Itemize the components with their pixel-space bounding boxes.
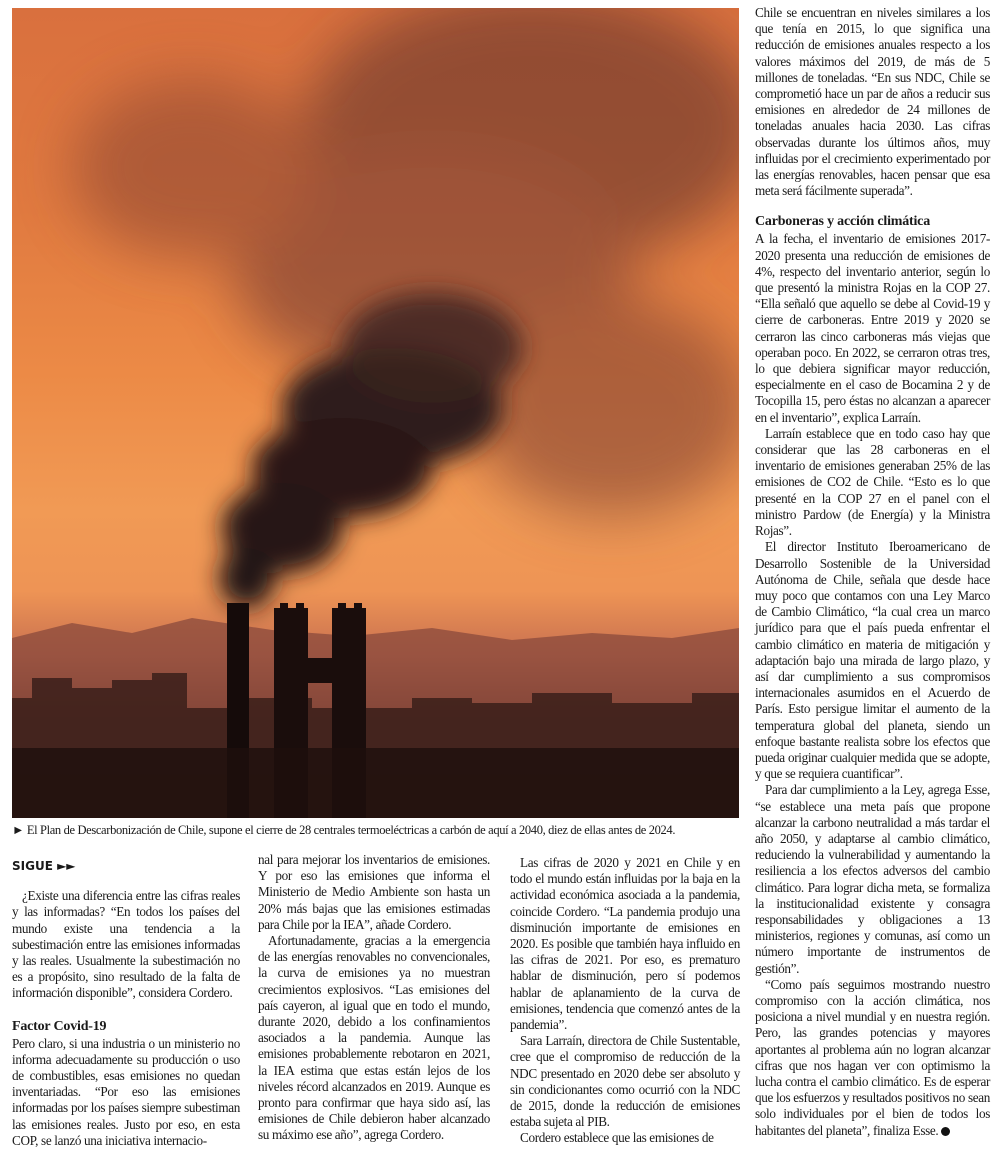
paragraph: Afortunadamente, gracias a la emergencia de las energías renovables no convencionales, la curva de emisiones ya no muestran crecimientos explosivos. “Las emisiones del país cayeron, al igual que en todo el mundo, durante 2020, debido a los confinamientos asociados a la pandemia. Aunque las emisiones probablemente rebotaron en 2021, la IEA estima que estas están lejos de los niveles récord alcanzados en 2019. Aunque es pronto para confirmar que haya sido así, las emisiones de Chile debieron haber alcanzado su máximo ese año”, agrega Cordero. [258, 933, 490, 1143]
paragraph: Chile se encuentran en niveles similares a los que tenía en 2015, lo que significa una reducción de emisiones anuales respecto a los valores máximos del 2019, de más de 5 millones de toneladas. “En sus NDC, Chile se comprometió hace un par de años a reducir sus emisiones en alrededor de 24 millones de toneladas anuales hacia 2030. Las cifras observadas durante los últimos años, muy influidas por el crecimiento experimentado por las energías renovables, hacen pensar que esa meta será fácilmente superada”. [755, 5, 990, 199]
smokestack-illustration [12, 8, 739, 818]
article-column-1 [12, 858, 240, 1149]
paragraph: El director Instituto Iberoamericano de Desarrollo Sostenible de la Universidad Autónoma de Chile, señala que desde hace muy poco que contamos con una Ley Marco de Cambio Climático, “la cual crea un marco jurídico para que el país pueda enfrentar el cambio climático en materia de mitigación y adaptación bajo una mirada de largo plazo, y así dar cumplimiento a sus compromisos internacionales asumidos en el Acuerdo de París. Esto persigue limitar el aumento de la temperatura global del planeta, siendo un enfoque bastante realista sobre los efectos que pueda originar cualquier medida que se adopte, y que se requiera cuantificar”. [755, 539, 990, 782]
end-of-article-bullet-icon [941, 1127, 950, 1136]
paragraph: Para dar cumplimiento a la Ley, agrega Esse, “se establece una meta país que propone alcanzar la carbono neutralidad a más tardar el año 2050, y adaptarse al cambio climático, reduciendo la vulnerabilidad y aumentando la resiliencia a los efectos adversos del cambio climático. Para lograr dicha meta, se formaliza la institucionalidad existente y consagra responsabilidades y obligaciones a 13 ministerios, regiones y comunas, así como un número importante de instrumentos de gestión”. [755, 782, 990, 976]
paragraph: Cordero establece que las emisiones de [520, 1130, 714, 1146]
continue-label: SIGUE ►► [12, 859, 76, 873]
article-photo [12, 8, 739, 818]
paragraph: Las cifras de 2020 y 2021 en Chile y en todo el mundo están influidas por la baja en la actividad económica asociada a la pandemia, coincide Cordero. “La pandemia produjo una disminución importante de emisiones en 2020. Es posible que también haya influido en las cifras de 2021. Por eso, es prematuro hablar de disminución, pero sí podemos hablar de aplanamiento de la curva de emisiones, tendencia que comenzó antes de la pandemia”. [510, 855, 740, 1033]
photo-caption [12, 823, 752, 838]
subheading-factor-covid: Factor Covid-19 [12, 1018, 107, 1034]
closing-paragraph-text: “Como país seguimos mostrando nuestro compromiso con la acción climática, nos posiciona a nivel mundial y en nuestra región. Pero, las grandes potencias y mayores aportantes al problema aún no logran alcanzar cifras que nos hagan ver con optimismo la lucha contra el cambio climático. Es de esperar que los esfuerzos y resultados positivos no sean solo individuales por el bien de todos los habitantes del planeta”, finaliza Esse. [755, 976, 990, 1138]
subheading-carboneras: Carboneras y acción climática [755, 214, 930, 230]
caption-marker-icon: ► [12, 823, 25, 837]
paragraph: Larraín establece que en todo caso hay que considerar que las 28 carboneras en el inventario de emisiones generaban 25% de las emisiones de CO2 de Chile. “Esto es lo que presenté en la COP 27 en el panel con el ministro Pardow (de Energía) y la Ministra Rojas”. [755, 425, 990, 539]
paragraph [755, 977, 990, 1139]
caption-text: El Plan de Descarbonización de Chile, supone el cierre de 28 centrales termoeléctricas a carbón de aquí a 2040, diez de ellas antes de 2024. [26, 823, 676, 837]
article-column-2 [258, 852, 490, 1144]
paragraph: ¿Existe una diferencia entre las cifras reales y las informadas? “En todos los países del mundo existe una tendencia a la subestimación entre las emisiones informadas y las reales. Usualmente la subestimación no es a propósito, sino resultado de la falta de información disponible”, considera Cordero. [12, 888, 240, 1001]
smoke-plume [219, 293, 522, 608]
article-column-3 [510, 855, 740, 1147]
paragraph: A la fecha, el inventario de emisiones 2017-2020 presenta una reducción de emisiones de 4%, respecto del inventario anterior, según lo que presentó la ministra Rojas en la COP 27. “Ella señaló que aquello se debe al Covid-19 y cierre de carboneras. Entre 2019 y 2020 se cerraron las cinco carboneras más viejas que operaban poco. En 2022, se cerraron otras tres, lo que debiera significar mayor reducción, especialmente en el caso de Bocamina 2 y de Tocopilla 15, pero éstas no alcanzan a aparecer en el inventario”, explica Larraín. [755, 231, 990, 425]
paragraph: Pero claro, si una industria o un ministerio no informa adecuadamente su producción o uso de combustibles, esas emisiones no quedan inventariadas. “Por eso las emisiones informadas por los países siempre subestiman las emisiones reales. Justo por eso, en esta COP, se lanzó una iniciativa internacio- [12, 1035, 240, 1148]
paragraph: Sara Larraín, directora de Chile Sustentable, cree que el compromiso de reducción de la NDC presentado en 2020 debe ser absoluto y sin condicionantes como ocurrió con la NDC de 2015, donde la reducción de emisiones estaba sujeta al PIB. [510, 1033, 740, 1130]
paragraph: nal para mejorar los inventarios de emisiones. Y por eso las emisiones que informa el Ministerio de Medio Ambiente son hasta un 20% más bajas que las emisiones estimadas para Chile por la IEA”, añade Cordero. [258, 852, 490, 932]
article-column-4 [755, 5, 990, 1139]
